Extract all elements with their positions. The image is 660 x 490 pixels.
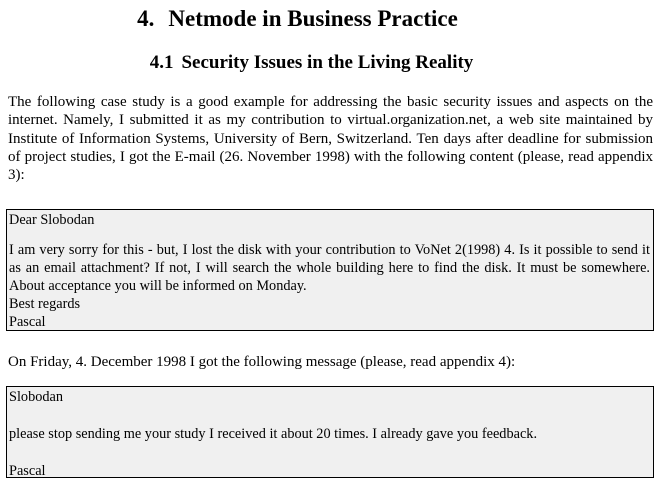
email-2-signature: Pascal xyxy=(9,463,46,479)
email-1-signature: Pascal xyxy=(9,314,46,330)
email-2-body: please stop sending me your study I received it about 20 times. I already gave you feedback. xyxy=(9,426,538,442)
chapter-heading xyxy=(0,4,595,34)
email-2-greeting: Slobodan xyxy=(9,389,64,405)
intro-paragraph: The following case study is a good example for addressing the basic security issues and aspects on the internet. Namely, I submitted it as my contribution to virtual.organization.net, a web site maintained by Institute of Information Systems, University of Bern, Switzerland. Ten days after deadline for submission of project studies, I got the E-mail (26. November 1998) with the following content (please, read appendix 3): xyxy=(8,94,653,184)
section-number: 4.1 xyxy=(149,52,174,73)
email-1-greeting: Dear Slobodan xyxy=(9,212,95,228)
section-title: Security Issues in the Living Reality xyxy=(181,52,474,73)
chapter-number: 4. xyxy=(137,6,155,31)
email-quote-box-1 xyxy=(6,209,654,331)
section-heading xyxy=(0,50,623,76)
transition-paragraph: On Friday, 4. December 1998 I got the following message (please, read appendix 4): xyxy=(8,354,516,370)
email-quote-box-2 xyxy=(6,386,654,478)
email-1-closing: Best regards xyxy=(9,296,81,312)
email-1-body: I am very sorry for this - but, I lost the disk with your contribution to VoNet 2(1998) 4. Is it possible to send it as an email attachment? If not, I will search the whole building here to find the disk. It must be somewhere. About acceptance you will be informed on Monday. xyxy=(9,242,650,294)
chapter-title: Netmode in Business Practice xyxy=(168,6,458,31)
